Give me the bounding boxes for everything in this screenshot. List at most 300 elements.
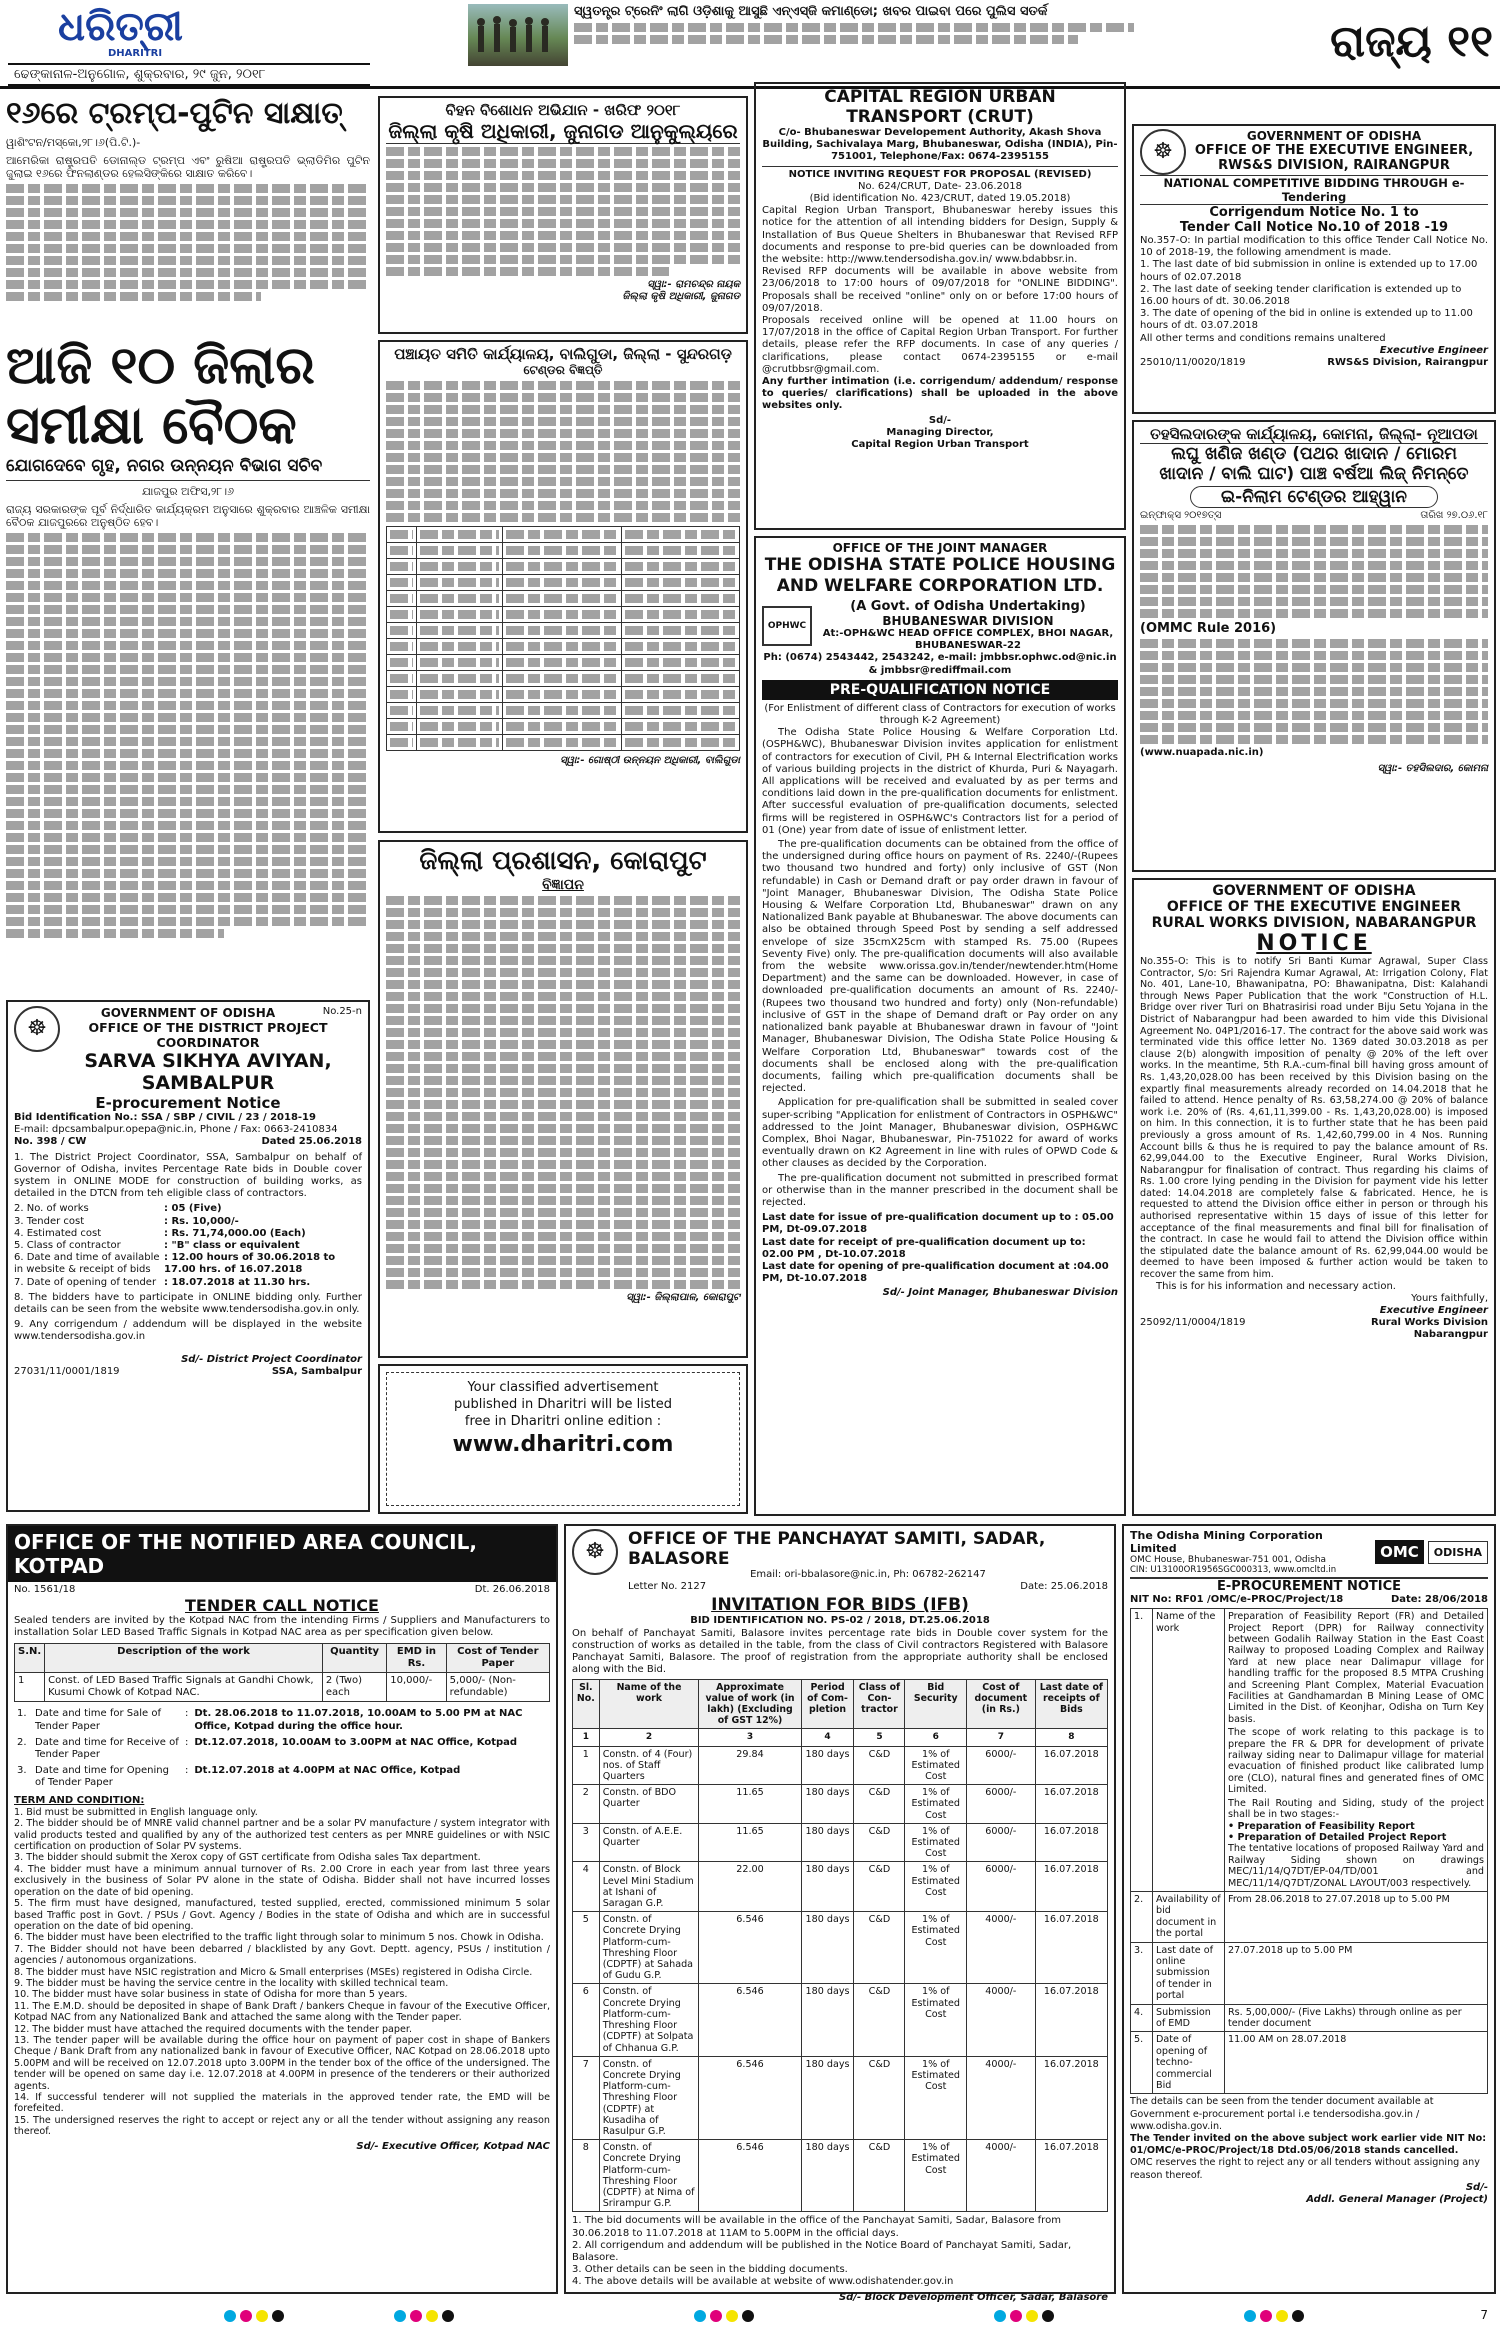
table-cell-text xyxy=(390,594,413,603)
table-cell-text xyxy=(625,626,736,635)
detail-label: 6. Date and time of available in website & receipt of bids xyxy=(14,1252,160,1276)
table-cell-text xyxy=(390,690,413,699)
table-cell-text xyxy=(625,674,736,683)
body-text-line xyxy=(386,896,740,905)
ad-headline: ବିହନ ବିଶୋଧନ ଅଭିଯାନ - ଖରିଫ ୨୦୧୮ xyxy=(445,101,681,119)
table-cell-text xyxy=(506,674,617,683)
table-cell: 4000/- xyxy=(967,2140,1036,2212)
table-cell: 6000/- xyxy=(967,1746,1036,1785)
table-cell: 2 (Two) each xyxy=(322,1673,386,1702)
nit-date: Date: 28/06/2018 xyxy=(1390,1594,1488,1605)
ad-title: ପଞ୍ଚାୟତ ସମିତି କାର୍ଯ୍ୟାଳୟ, ବାଲିଗୁଡା, ଜିଲ୍ଲା - ସୁନ୍ଦରଗଡ଼ xyxy=(394,345,732,363)
signature: Sd/- Executive Officer, Kotpad NAC xyxy=(356,2140,550,2152)
news-story-trump-putin xyxy=(6,96,370,328)
notice-intro: Sealed tenders are invited by the Kotpad NAC from the intending Firms / Suppliers and Manufacturers to installation Solar LED Based Traffic Signals in Kotpad NAC area as per specification given below. xyxy=(14,1615,550,1639)
table-cell-text xyxy=(625,594,736,603)
body-text-line xyxy=(386,1268,740,1277)
promo-line: free in Dharitri online edition : xyxy=(464,1414,662,1429)
table-cell-text xyxy=(420,562,499,571)
table-cell: C&D xyxy=(854,1746,905,1785)
note-item: 2. All corrigendum and addendum will be published in the Notice Board of Panchayat Samiti, Sadar, Balasore. xyxy=(572,2239,1072,2263)
row-label: Last date of online submission of tender in portal xyxy=(1153,1942,1225,2004)
table-header-index: 5 xyxy=(854,1729,905,1746)
notice-para: 1. The District Project Coordinator, SSA, Sambalpur on behalf of Governor of Odisha, invites Percentage Rate bids in Double cover system in ONLINE MODE for construction of building works, as detailed in the DTCN from teh eligible class of contractors. xyxy=(14,1151,362,1200)
table-cell-text xyxy=(390,658,413,667)
page-number: 7 xyxy=(1480,2308,1488,2322)
notice-title: TENDER CALL NOTICE xyxy=(185,1596,379,1616)
notice-para: No.357-O: In partial modification to this office Tender Call Notice No. 10 of 2018-19, the following amendment is made. xyxy=(1140,235,1488,259)
table-cell-text xyxy=(506,626,617,635)
table-cell-text xyxy=(506,706,617,715)
table-cell-text xyxy=(420,658,499,667)
notice-title: PRE-QUALIFICATION NOTICE xyxy=(762,680,1118,700)
body-text-line xyxy=(386,992,740,1001)
signature-office: RWS&S Division, Rairangpur xyxy=(1327,357,1488,369)
notice-detail-list xyxy=(14,1203,362,1288)
table-cell-text xyxy=(390,738,413,747)
notice-title: NOTICE xyxy=(1256,931,1372,956)
promo-website: www.dharitri.com xyxy=(452,1432,674,1457)
table-cell-text xyxy=(625,610,736,619)
signature: Sd/- District Project Coordinator xyxy=(181,1353,362,1365)
terms-heading: TERM AND CONDITION: xyxy=(14,1794,145,1806)
table-cell: Constn. of 4 (Four) nos. of Staff Quarters xyxy=(599,1746,699,1785)
row-value: From 28.06.2018 to 27.07.2018 up to 5.00 PM xyxy=(1225,1891,1488,1942)
table-cell: 6.546 xyxy=(699,1912,801,1984)
notice-para: All other terms and conditions remains unaltered xyxy=(1140,332,1386,344)
signature-office: ଜିଲ୍ଲା କୃଷି ଅଧିକାରୀ, ଜୁନାଗଡ xyxy=(622,291,740,303)
newspaper-logo-subtitle: DHARITRI xyxy=(108,48,163,59)
table-cell: 180 days xyxy=(801,2140,854,2212)
table-cell: 1% of Estimated Cost xyxy=(905,1912,967,1984)
news-story-review-meeting xyxy=(6,336,370,996)
rule-reference: (OMMC Rule 2016) xyxy=(1140,621,1277,637)
table-row xyxy=(573,1912,1108,1984)
detail-row xyxy=(14,1240,362,1252)
detail-label: 2. No. of works xyxy=(14,1203,89,1215)
term-item: 10. The bidder must have solar business in state of Odisha for more than 5 years. xyxy=(14,1989,408,2001)
news-teaser-photo xyxy=(468,4,568,66)
detail-value: : "B" class or equivalent xyxy=(164,1240,300,1252)
table-cell: 8 xyxy=(573,2140,600,2212)
omc-logo: OMC xyxy=(1375,1540,1424,1564)
ad-subtitle: ଲଘୁ ଖଣିଜ ଖଣ୍ଡ (ପଥର ଖାଦାନ / ମୋରମ xyxy=(1171,444,1457,464)
table-row xyxy=(387,703,740,719)
table-cell-text xyxy=(625,530,736,539)
ad-ssa-sambalpur xyxy=(6,1000,370,1512)
table-cell-text xyxy=(390,722,413,731)
signature: Sd/- xyxy=(928,414,952,426)
table-row xyxy=(387,655,740,671)
table-cell: 180 days xyxy=(801,1912,854,1984)
section-page-label: ରାଜ୍ୟ ୧୧ xyxy=(1330,16,1493,67)
body-text-line xyxy=(386,1184,740,1193)
table-row xyxy=(387,735,740,751)
table-cell-text xyxy=(506,690,617,699)
notice-para: Capital Region Urban Transport, Bhubaneswar hereby issues this notice for the attention of all intending bidders for Design, Supply & Installation of Bus Queue Shelters in Bhubaneswar that Revised RFP documents and response to pre-bid queries can be downloaded from the website: http://www.tendersodisha.gov.in/ www.bdabbsr.in. xyxy=(762,205,1118,266)
notice-para: Proposals received online will be opened at 11.00 hours on 17/07/2018 in the office of Capital Region Urban Transport. For further details, please refer the RFP documents. In case of any queries / clarifications, please contact 0674-2395155 or e-mail @crutbbsr@gmail.com. xyxy=(762,315,1118,375)
body-text-line xyxy=(386,1208,740,1217)
table-cell-text xyxy=(625,658,736,667)
table-cell: Constn. of Concrete Drying Platform-cum-Threshing Floor (CDPTF) at Sahada of Gudu G.P. xyxy=(599,1912,699,1984)
table-cell: Constn. of BDO Quarter xyxy=(599,1785,699,1824)
table-cell-text xyxy=(420,530,499,539)
notice-para: Application for pre-qualification shall be submitted in sealed cover super-scribing "Application for enlistment of Contractors in OSPH&WC" addressed to the Joint Manager, Bhubaneswar division, OSPH&WC Complex, Bhoi Nagar, Bhubaneswar, Pin-751022 for award of works eventually drawn on K2 Agreement in line with rules of OPWD Code & other clauses as decided by the Corporation. xyxy=(762,1097,1118,1170)
story-body: ରାଜ୍ୟ ସରକାରଙ୍କ ପୂର୍ବ ନିର୍ଦ୍ଧାରିତ କାର୍ଯ୍ୟକ୍ରମ ଅନୁସାରେ ଶୁକ୍ରବାର ଆଞ୍ଚଳିକ ସମୀକ୍ଷା ବୈଠକ ଯାଜପୁରରେ ଅନୁଷ୍ଠିତ ହେବ। xyxy=(6,503,370,530)
body-text-line xyxy=(386,1160,740,1169)
notes-list xyxy=(572,2215,1108,2288)
table-cell: C&D xyxy=(854,2056,905,2139)
ad-subtitle: ଖାଦାନ / ବାଲି ଘାଟ) ପାଞ୍ଚ ବର୍ଷଆ ଲିଜ୍ ନିମନ୍ତେ xyxy=(1159,464,1469,484)
table-cell: 22.00 xyxy=(699,1862,801,1912)
body-text-line xyxy=(386,1076,740,1085)
table-row xyxy=(387,559,740,575)
notice-para: Any further intimation (i.e. corrigendum/ addendum/ response to queries/ clarifications) shall be uploaded in the above websites only. xyxy=(762,376,1118,412)
note-item: 4. The above details will be available at website of www.odishatender.gov.in xyxy=(572,2276,954,2288)
ad-govt-line: GOVERNMENT OF ODISHA xyxy=(1246,129,1422,143)
table-cell: 1% of Estimated Cost xyxy=(905,1984,967,2056)
story-body: ଆମେରିକା ରାଷ୍ଟ୍ରପତି ଡୋନାଲ୍ଡ ଟ୍ରମ୍ପ ଏବଂ ରୁଷିଆ ରାଷ୍ଟ୍ରପତି ଭ୍ଲାଡିମିର ପୁଟିନ ଜୁଲାଇ ୧୬ରେ ଫିନଲାଣ୍ଡର ହେଲସିଙ୍କିରେ ସାକ୍ଷାତ କରିବେ। xyxy=(6,154,370,181)
table-cell: 29.84 xyxy=(699,1746,801,1785)
detail-row xyxy=(14,1228,362,1240)
body-text-line xyxy=(386,1244,740,1253)
table-cell-text xyxy=(420,546,499,555)
table-cell-text xyxy=(390,706,413,715)
notice-intro: On behalf of Panchayat Samiti, Balasore invites percentage rate bids in Double cover system for the construction of works as detailed in the table, from the class of Civil contractors Registered with Balasore Panchayat Samiti, Balasore. The proof of registration from the appropriate authority shall be enclosed along with the Bid. xyxy=(572,1627,1108,1676)
ad-nac-kotpad xyxy=(6,1524,558,2294)
table-header-index: 8 xyxy=(1035,1729,1107,1746)
ad-rws-rairangpur xyxy=(1132,124,1496,414)
ad-subtitle: ଟେଣ୍ଡର ବିଜ୍ଞପ୍ତି xyxy=(523,363,603,377)
notice-para: OMC reserves the right to reject any or all tenders without assigning any reason thereof. xyxy=(1130,2157,1480,2181)
table-row xyxy=(387,591,740,607)
contact-line: E-mail: dpcsambalpur.opepa@nic.in, Phone / Fax: 0663-2410834 xyxy=(14,1124,338,1136)
table-row xyxy=(573,1785,1108,1824)
signature: ସ୍ୱା:- ଜିଲ୍ଲାପାଳ, କୋରାପୁଟ xyxy=(626,1292,740,1303)
detail-row xyxy=(14,1216,362,1228)
table-cell: Constn. of Concrete Drying Platform-cum-Threshing Floor (CDPTF) at Nima of Srirampur G.P. xyxy=(599,2140,699,2212)
row-label: Name of the work xyxy=(1153,1609,1225,1892)
samiti-table xyxy=(386,526,740,751)
term-item: 4. The bidder must have a minimum annual turnover of Rs. 2.00 Crore in each year from last three years exclusively in the business of Solar PV alone in the state of Odisha. Bidder shall not have incurred losses operation on the date of bid opening. xyxy=(14,1863,550,1898)
row-value: 27.07.2018 up to 5.00 PM xyxy=(1225,1942,1488,2004)
date-index: 1. xyxy=(17,1708,27,1720)
table-row xyxy=(573,1823,1108,1862)
body-text-line xyxy=(386,1040,740,1049)
notice-para: 9. Any corrigendum / addendum will be displayed in the website www.tendersodisha.gov.in xyxy=(14,1319,362,1343)
company-name: The Odisha Mining Corporation Limited xyxy=(1130,1529,1323,1555)
nit-no: NIT No: RF01 /OMC/e-PROC/Project/18 xyxy=(1130,1594,1344,1605)
table-header-index: 2 xyxy=(599,1729,699,1746)
date-row xyxy=(14,1735,550,1763)
date-sep: : xyxy=(185,1765,189,1777)
table-cell: 1% of Estimated Cost xyxy=(905,2140,967,2212)
table-cell-text xyxy=(390,674,413,683)
story-headline-line2: ସମୀକ୍ଷା ବୈଠକ xyxy=(6,396,297,456)
notice-item: 2. The last date of seeking tender clarification is extended up to 16.00 hours of dt. 30.06.2018 xyxy=(1140,283,1462,308)
body-text-line xyxy=(386,1028,740,1037)
ad-govt-line: GOVERNMENT OF ODISHA xyxy=(100,1006,276,1020)
table-cell: 3 xyxy=(573,1823,600,1862)
table-cell-text xyxy=(420,738,499,747)
table-cell: 16.07.2018 xyxy=(1035,2056,1107,2139)
date-sep: : xyxy=(185,1708,189,1720)
ad-title: ଜିଲ୍ଲା କୃଷି ଅଧିକାରୀ, ଜୁନାଗଡ ଆନୁକୁଲ୍ୟରେ xyxy=(386,119,740,144)
signature-office: Nabarangpur xyxy=(1413,1329,1488,1341)
signature: Executive Engineer xyxy=(1379,344,1488,356)
masthead-logo-block xyxy=(8,6,370,84)
table-cell: C&D xyxy=(854,1912,905,1984)
ad-title: OFFICE OF THE PANCHAYAT SAMITI, SADAR, BALASORE xyxy=(628,1529,1046,1569)
ad-subtitle: NATIONAL COMPETITIVE BIDDING THROUGH e-Tendering xyxy=(1140,175,1488,205)
table-cell-text xyxy=(390,578,413,587)
story-dateline: ଯାଜପୁର ଅଫିସ,୨୮।୬ xyxy=(141,485,235,498)
signature: Sd/- xyxy=(1465,2181,1488,2193)
table-cell: 6000/- xyxy=(967,1785,1036,1824)
ad-division: BHUBANESWAR DIVISION xyxy=(882,614,1054,628)
body-text-line xyxy=(386,908,740,917)
body-text-line xyxy=(386,1100,740,1109)
row-label: Submission of EMD xyxy=(1153,2004,1225,2032)
omc-table: 1. Name of the work Preparation of Feasibility Report (FR) and Detailed Project Report (DPR) for Railway connectivity between Godalih Railway Station in the East Coast Railway to proposed Loading Complex and Railway Yard at new place near Dalimapur village for handling traffic for the proposed 8.5 MTPA Crushing and Screening Plant Complex, Material Evacuation Facilities at Gandhamardan B Mining Lease of OMC Limited in the Dist. of Keonjhar, Odisha on Turn Key basis. The scope of work relating to this package is to prepare the FR & DPR for development of private railway siding near to Dalimapur village for material evacuation of finished product like calibrated lump ore (CLO), natural fines and generated fines of OMC Limited. The Rail Routing and Siding, study of the project shall be in two stages:- • Preparation of Feasibility Report • Preparation of Detailed Project Report The tentative locations of proposed Railway Yard and Railway Siding shown on drawings MEC/11/14/Q7DT/EP-04/TD/001 and MEC/11/14/Q7DT/ZONAL LAYOUT/003 respectively. 2. Availability of bid document in the portal From 28.06.2018 to 27.07.2018 up to 5.00 PM 3. Last date of online submission of tender in portal 27.07.2018 up to 5.00 PM 4. Submission of EMD Rs. 5,00,000/- (Five Lakhs) through online as per tender document 5. Date of opening of techno-commercial Bid 11.00 AM on 28.07.2018 xyxy=(1130,1608,1488,2094)
deadline-line: Last date for opening of pre-qualification document at :04.00 PM, Dt-10.07.2018 xyxy=(762,1260,1109,1285)
table-cell: 16.07.2018 xyxy=(1035,1912,1107,1984)
table-row xyxy=(387,639,740,655)
table-cell: 180 days xyxy=(801,1785,854,1824)
term-item: 8. The bidder must have NSIC registration and Micro & Small enterprises (MSEs) registered in Odisha Circle. xyxy=(14,1966,533,1978)
notice-para: 8. The bidders have to participate in ONLINE bidding only. Further details can be seen from the website www.tendersodisha.gov.in only. xyxy=(14,1291,362,1316)
body-text-line xyxy=(386,1016,740,1025)
company-address: OMC House, Bhubaneswar-751 001, Odisha xyxy=(1130,1555,1327,1565)
table-cell: 180 days xyxy=(801,1862,854,1912)
table-row xyxy=(573,1746,1108,1785)
detail-row xyxy=(14,1277,362,1289)
term-item: 14. If successful tenderer will not supplied the materials in the approved tender rate, the EMD will be forefeited. xyxy=(14,2092,550,2115)
table-cell: 16.07.2018 xyxy=(1035,1984,1107,2056)
table-cell-text xyxy=(506,546,617,555)
table-cell: 1% of Estimated Cost xyxy=(905,1785,967,1824)
date-label: Date and time for Sale of Tender Paper xyxy=(35,1708,161,1732)
detail-row xyxy=(14,1203,362,1215)
table-cell-text xyxy=(390,530,413,539)
table-header-cell: Bid Security xyxy=(905,1680,967,1729)
body-text-line xyxy=(386,1196,740,1205)
body-text-line xyxy=(386,944,740,953)
table-cell: 180 days xyxy=(801,1746,854,1785)
notice-title: E-PROCUREMENT NOTICE xyxy=(1217,1579,1401,1594)
contact-line: Ph: (0674) 2543442, 2543242, e-mail: jmbbsr.ophwc.od@nic.in & jmbbsr@rediffmail.com xyxy=(763,652,1117,676)
body-text-line xyxy=(386,980,740,989)
table-cell: 4 xyxy=(573,1862,600,1912)
table-cell-text xyxy=(625,722,736,731)
work-drawings: The tentative locations of proposed Railway Yard and Railway Siding shown on drawings MEC/11/14/Q7DT/EP-04/TD/001 and MEC/11/14/Q7DT/ZONAL LAYOUT/003 respectively. xyxy=(1228,1843,1484,1889)
ad-district-admin-koraput xyxy=(378,840,748,1358)
table-header-cell: Last date of receipts of Bids xyxy=(1035,1680,1107,1729)
signature: ସ୍ୱା:- ତହସିଲଦାର, କୋମନା xyxy=(1377,763,1488,775)
ad-govt-line: GOVERNMENT OF ODISHA xyxy=(1212,883,1416,899)
table-cell-text xyxy=(506,562,617,571)
body-text-line xyxy=(386,1172,740,1181)
date-label: Date and time for Opening of Tender Paper xyxy=(35,1765,169,1789)
ad-code: 27031/11/0001/1819 xyxy=(14,1365,120,1377)
signature: Sd/- Block Development Officer, Sadar, Balasore xyxy=(838,2291,1108,2303)
table-header-cell: Description of the work xyxy=(45,1643,323,1672)
terms-list xyxy=(14,1807,550,2138)
ad-office-title: OFFICE OF THE EXECUTIVE ENGINEER xyxy=(1166,899,1462,915)
table-cell-text xyxy=(420,642,499,651)
table-row xyxy=(387,687,740,703)
table-header-cell: Class of Con-tractor xyxy=(854,1680,905,1729)
work-stage-item: • Preparation of Feasibility Report xyxy=(1228,1820,1415,1832)
table-cell: 4000/- xyxy=(967,2056,1036,2139)
table-cell: 16.07.2018 xyxy=(1035,1785,1107,1824)
term-item: 7. The Bidder should not have been debarred / blacklisted by any Govt. Deptt. agency, PSUs / institution / agencies / autonomous organizations. xyxy=(14,1943,550,1967)
letter-date: Dated 25.06.2018 xyxy=(261,1136,362,1148)
signature: Executive Engineer xyxy=(1379,1305,1488,1317)
notice-para: Revised RFP documents will be available in above website from 23/06/2018 to 17:00 hours of 09/07/2018 for "ONLINE BIDDING". Proposals shall be received "online" only on or before 17:00 hours of 09/07/2018. xyxy=(762,266,1118,314)
body-text-line xyxy=(386,1148,740,1157)
table-cell: 1 xyxy=(573,1746,600,1785)
body-text-line xyxy=(386,1112,740,1121)
ad-address: At:-OPH&WC HEAD OFFICE COMPLEX, BHOI NAGAR, BHUBANESWAR-22 xyxy=(822,628,1114,652)
ad-title: ଜିଲ୍ଲା ପ୍ରଶାସନ, କୋରାପୁଟ xyxy=(419,846,707,876)
detail-value: : 05 (Five) xyxy=(164,1203,222,1215)
table-cell-text xyxy=(625,690,736,699)
notice-no: No. 624/CRUT, Date- 23.06.2018 xyxy=(858,180,1022,192)
table-cell: 1 xyxy=(15,1673,45,1702)
term-item: 9. The bidder must be having the service centre in the locality with skilled technical team. xyxy=(14,1977,449,1989)
body-text-line xyxy=(386,1232,740,1241)
table-cell-text xyxy=(420,610,499,619)
signature: ସ୍ୱା:- ରାମଚନ୍ଦ୍ର ନାୟକ xyxy=(647,279,740,290)
table-header-index: 3 xyxy=(699,1729,801,1746)
odisha-logo: ODISHA xyxy=(1428,1541,1488,1564)
table-cell: 4000/- xyxy=(967,1912,1036,1984)
table-cell: 16.07.2018 xyxy=(1035,1746,1107,1785)
term-item: 13. The tender paper will be available during the office hour on payment of paper cost in shape of Bankers Cheque / Bank Draft from any nationalized bank in favour of Executive Officer, NAC Kotpad on 28.06.2018 upto 5.00PM and will be received on 12.07.2018 upto 3.00PM in the tender box of the office of the undersigned. The tender will be opened on same day i.e. 12.07.2018 at 4.00PM in presence of the tenderers or their authorized agents. xyxy=(14,2034,550,2092)
table-cell-text xyxy=(506,610,617,619)
ad-title: TRANSPORT (CRUT) xyxy=(846,107,1034,127)
work-stages: The Rail Routing and Siding, study of the project shall be in two stages:- xyxy=(1228,1797,1484,1821)
ad-subtitle: ଇ-ନିଲାମ ଟେଣ୍ଡର ଆହ୍ୱାନ xyxy=(1190,486,1438,508)
table-cell-text xyxy=(506,738,617,747)
table-cell-text xyxy=(390,626,413,635)
deadline-line: Last date for issue of pre-qualification document up to : 05.00 PM, Dt-09.07.2018 xyxy=(762,1212,1114,1236)
table-header-cell: Quantity xyxy=(322,1643,386,1672)
body-text-line xyxy=(386,1124,740,1133)
table-cell: C&D xyxy=(854,1984,905,2056)
signature: Sd/- Joint Manager, Bhubaneswar Division xyxy=(882,1287,1118,1299)
print-registration-strip xyxy=(0,2300,1500,2334)
table-header-index: 4 xyxy=(801,1729,854,1746)
table-cell-text xyxy=(420,674,499,683)
table-cell-text xyxy=(625,642,736,651)
table-cell: 6.546 xyxy=(699,2140,801,2212)
detail-label: 4. Estimated cost xyxy=(14,1227,102,1239)
table-cell-text xyxy=(625,738,736,747)
table-row xyxy=(573,1984,1108,2056)
term-item: 1. Bid must be submitted in English language only. xyxy=(14,1806,258,1818)
notice-para: The Tender invited on the above subject work earlier vide NIT No: 01/OMC/e-PROC/Project/18 Dtd.05/06/2018 stands cancelled. xyxy=(1130,2133,1487,2157)
signature: Managing Director, xyxy=(886,426,994,438)
emblem-icon: ☸ xyxy=(572,1529,618,1575)
table-cell: Constn. of Concrete Drying Platform-cum-Threshing Floor (CDPTF) at Solpata of Chhanua G.P. xyxy=(599,1984,699,2056)
term-item: 2. The bidder should be of MNRE valid channel partner and be a solar PV manufacture / system integrator with valid products tested and qualified by any of the authorized test centers as per MNRE guidelines or with NSIC certification on production of Solar PV systems. xyxy=(14,1818,550,1853)
table-header-index: 7 xyxy=(967,1729,1036,1746)
table-cell-text xyxy=(506,530,617,539)
ad-subtitle: (A Govt. of Odisha Undertaking) xyxy=(850,599,1086,614)
table-cell: 10,000/- xyxy=(387,1673,446,1702)
notice-intro: (For Enlistment of different class of Contractors for execution of works through K-2 Agreement) xyxy=(764,702,1116,727)
body-text-line xyxy=(386,1064,740,1073)
table-header-index: 1 xyxy=(573,1729,600,1746)
note-item: 1. The bid documents will be available in the office of the Panchayat Samiti, Sadar, Balasore from 30.06.2018 to 11.07.2018 at 11AM to 5.00PM in the official days. xyxy=(572,2215,1061,2239)
ad-office-name: SARVA SIKHYA AVIYAN, SAMBALPUR xyxy=(84,1050,332,1094)
table-cell: 2 xyxy=(573,1785,600,1824)
ad-title: CAPITAL REGION URBAN xyxy=(824,87,1056,107)
table-cell-text xyxy=(506,578,617,587)
table-row xyxy=(387,607,740,623)
detail-label: 3. Tender cost xyxy=(14,1215,85,1227)
table-cell: 1% of Estimated Cost xyxy=(905,1823,967,1862)
ad-office: OFFICE OF THE JOINT MANAGER xyxy=(832,541,1048,555)
body-text-line xyxy=(386,968,740,977)
deadline-line: Last date for receipt of pre-qualification document up to: 02.00 PM , Dt-10.07.2018 xyxy=(762,1236,1086,1260)
ad-notice-title: E-procurement Notice xyxy=(95,1094,281,1112)
table-cell: Constn. of A.E.E. Quarter xyxy=(599,1823,699,1862)
table-cell: 11.65 xyxy=(699,1823,801,1862)
date-row xyxy=(14,1706,550,1734)
ad-title: OFFICE OF THE NOTIFIED AREA COUNCIL, KOTPAD xyxy=(8,1526,556,1582)
table-cell: Constn. of Block Level Mini Stadium at Ishani of Saragan G.P. xyxy=(599,1862,699,1912)
table-header-cell: Period of Com-pletion xyxy=(801,1680,854,1729)
masthead-rule xyxy=(0,86,1500,89)
date-value: Dt.12.07.2018 at 4.00PM at NAC Office, Kotpad xyxy=(194,1765,461,1777)
ad-title: ତହସିଲଦାରଙ୍କ କାର୍ଯ୍ୟାଳୟ, କୋମନା, ଜିଲ୍ଲା- ନୂଆପଡା xyxy=(1140,425,1488,444)
term-item: 3. The bidder should submit the Xerox copy of GST certificate from Odisha sales Tax department. xyxy=(14,1852,481,1864)
body-text-line xyxy=(386,1088,740,1097)
notice-title: NOTICE INVITING REQUEST FOR PROPOSAL (REVISED) xyxy=(762,166,1118,181)
letter-no: No. 1561/18 xyxy=(14,1584,76,1595)
table-header-cell: EMD in Rs. xyxy=(387,1643,446,1672)
table-header-cell: Approximate value of work (in lakh) (Excluding of GST 12%) xyxy=(699,1680,801,1729)
ad-dharitri-classified xyxy=(378,1364,748,1514)
term-item: 12. The bidder must have attached the required documents with the tender paper. xyxy=(14,2023,413,2035)
detail-label: 7. Date of opening of tender xyxy=(14,1276,157,1288)
letter-date: Dt. 26.06.2018 xyxy=(474,1584,550,1595)
table-row xyxy=(573,2140,1108,2212)
signature-office: Addl. General Manager (Project) xyxy=(1306,2194,1488,2206)
promo-line: Your classified advertisement xyxy=(467,1380,659,1395)
notice-item: 3. The date of opening of the bid in online is extended up to 11.00 hours of dt. 03.07.2018 xyxy=(1140,308,1473,332)
table-row xyxy=(387,623,740,639)
table-row xyxy=(387,543,740,559)
detail-value: : Rs. 10,000/- xyxy=(164,1215,239,1227)
ad-ophwc xyxy=(754,536,1126,1516)
website-link: (www.nuapada.nic.in) xyxy=(1140,747,1264,759)
ophwc-logo: OPHWC xyxy=(762,606,812,646)
news-teaser-headline: ସ୍ୱତନ୍ତ୍ର ଟ୍ରେନିଂ ଲାଗି ଓଡ଼ିଶାକୁ ଆସୁଛି ଏନ୍ଏସ୍ଜି କମାଣ୍ଡୋ; ଖବର ପାଇବା ପରେ ପୁଲିସ ସତର୍କ xyxy=(574,4,1048,19)
notice-para: The pre-qualification documents can be obtained from the office of the undersigned during office hours on payment of Rs. 2240/-(Rupees two thousand two hundred and forty) only inclusive of GST (Non refundable) in Cash or Demand draft or pay order drawn in favour of "Joint Manager, Bhubaneswar Division, The Odisha State Police Housing & Welfare Corporation Ltd, Bhubaneswar" drawn on any Nationalized Bank payable at Bhubaneswar. The above documents can also be obtained through Speed Post by sending a self addressed envelope of size 35cmX25cm with stamped Rs. 75.00 (Rupees Seventy Five) only. The pre-qualification documents will also available from the website www.orissa.gov.in/tender/newtender.htm(Home Department) and the same can be downloaded. However, in case of downloaded pre-qualification documents an amount of Rs. 2240/- (Rupees two thousand two hundred and forty) only (Non-refundable) inclusive of GST in the shape of Demand draft or Pay order on any nationalized bank payable at Bhubaneswar drawn in favour of "Joint Manager, Bhubaneswar Division, The Odisha State Police Housing & Welfare Corporation Ltd, Bhubaneswar" towards cost of the documents shall be enclosed along with the pre-qualification documents, failing which pre-qualification documents shall be rejected. xyxy=(762,839,1118,1095)
table-cell-text xyxy=(390,610,413,619)
ad-code: 25010/11/0020/1819 xyxy=(1140,357,1246,369)
table-row xyxy=(387,671,740,687)
ad-office-name: RURAL WORKS DIVISION, NABARANGPUR xyxy=(1151,915,1477,931)
notice-para: This is for his information and necessary action. xyxy=(1156,1280,1396,1292)
work-stage-item: • Preparation of Detailed Project Report xyxy=(1228,1831,1447,1843)
table-cell-text xyxy=(506,642,617,651)
table-cell: 11.65 xyxy=(699,1785,801,1824)
